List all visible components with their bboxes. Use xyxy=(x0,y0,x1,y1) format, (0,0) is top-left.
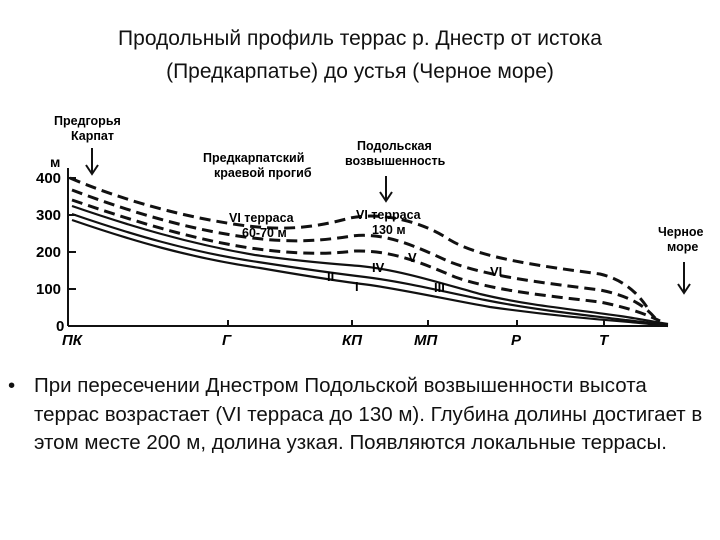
terrace-numeral: I xyxy=(355,279,359,294)
x-tick-label: ПК xyxy=(62,332,83,349)
bullet-marker: • xyxy=(8,374,16,397)
label-podolsk-line2: возвышенность xyxy=(345,154,446,168)
arrow-podolsk-icon xyxy=(380,176,392,201)
title-line-2: (Предкарпатье) до устья (Черное море) xyxy=(166,60,554,83)
label-terrace6-podolsk-line2: 130 м xyxy=(372,223,406,237)
bullet-text: При пересечении Днестром Подольской возвышенности высота террас возрастает (VI терраса до 130 м). Глубина долины достигает в этом месте 200 м, долина узкая. Появляются локальные террасы. xyxy=(34,374,703,454)
y-tick-label: 0 xyxy=(56,318,65,335)
title-line-1: Продольный профиль террас р. Днестр от истока xyxy=(118,27,602,50)
label-foothills-line2: Карпат xyxy=(71,129,114,143)
terrace-numeral: III xyxy=(434,280,445,295)
terrace-numeral: V xyxy=(408,250,417,265)
x-tick-label: МП xyxy=(414,332,438,349)
terrace-profile-diagram xyxy=(0,100,720,355)
arrow-foothills-icon xyxy=(86,148,98,174)
x-tick-label: Р xyxy=(511,332,522,349)
x-tick-label: Г xyxy=(222,332,232,349)
terrace-numeral: IV xyxy=(372,260,385,275)
x-tick-label: КП xyxy=(342,332,363,349)
terrace-numeral: II xyxy=(327,269,335,284)
label-foothills-line1: Предгорья xyxy=(54,114,121,128)
label-terrace6-podolsk-line1: VI терраса xyxy=(356,208,421,222)
label-terrace6-trough-line1: VI терраса xyxy=(229,211,294,225)
label-sea-line2: море xyxy=(667,240,699,254)
label-podolsk-line1: Подольская xyxy=(357,139,432,153)
y-unit-label: м xyxy=(50,154,61,170)
label-sea-line1: Черное xyxy=(658,225,704,239)
y-tick-label: 200 xyxy=(36,244,62,261)
y-tick-label: 300 xyxy=(36,207,62,224)
arrow-sea-icon xyxy=(678,262,690,293)
terrace-line-lower-2 xyxy=(72,214,668,325)
bullet-list xyxy=(8,372,708,458)
terrace-numeral: VI xyxy=(490,264,503,279)
label-trough-line1: Предкарпатский xyxy=(203,151,305,165)
label-trough-line2: краевой прогиб xyxy=(214,166,312,180)
y-tick-label: 400 xyxy=(36,170,62,187)
x-tick-label: Т xyxy=(599,332,609,349)
slide-title xyxy=(60,22,660,88)
terrace-line-upper-1 xyxy=(70,178,650,312)
label-terrace6-trough-line2: 60-70 м xyxy=(242,226,287,240)
y-tick-label: 100 xyxy=(36,281,62,298)
terrace-line-lower-1 xyxy=(72,206,668,324)
